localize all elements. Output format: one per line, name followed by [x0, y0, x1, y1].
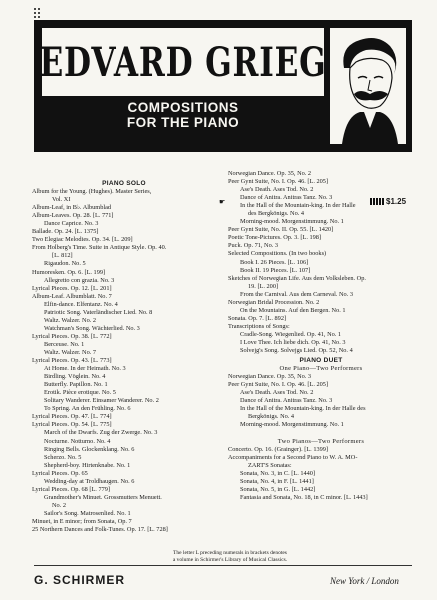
- publisher-city: New York / London: [330, 576, 399, 586]
- list-item: Lyrical Pieces. Op. 54. [L. 775]: [32, 421, 112, 429]
- list-item: Humoresken. Op. 6. [L. 199]: [32, 268, 106, 276]
- list-item: Wedding-day at Troldhaugen. No. 6: [44, 477, 135, 485]
- list-item: Peer Gynt Suite, No. II. Op. 55. [L. 1420]: [228, 226, 334, 234]
- list-item: Puck. Op. 71, No. 3: [228, 242, 279, 250]
- two-pianos-heading: Two Pianos—Two Performers: [277, 437, 365, 445]
- list-item: Lyrical Pieces. Op. 43. [L. 773]: [32, 357, 112, 365]
- list-item: Morning-mood. Morgenstimmung. No. 1: [240, 421, 344, 429]
- list-item: Sonata, No. 5, in G. [L. 1442]: [240, 485, 316, 493]
- list-item: Norwegian Dance. Op. 35, No. 2: [228, 170, 312, 177]
- list-item: Minuet, in E minor; from Sonata, Op. 7: [32, 517, 132, 525]
- list-item: Norwegian Bridal Procession. No. 2: [228, 298, 320, 306]
- list-item: Peer Gynt Suite, No. I. Op. 46. [L. 205]: [228, 178, 329, 186]
- list-item: Cradle-Song. Wiegenlied. Op. 41, No. 1: [240, 330, 342, 338]
- composer-title-box: [39, 28, 327, 96]
- arrow-pointer-icon: ☛: [219, 198, 226, 206]
- list-item: Grandmother's Minuet. Grossmutters Menuett.: [44, 493, 162, 501]
- list-item: From the Carnival. Aus dem Carneval. No. 3: [240, 290, 353, 298]
- list-item: Norwegian Dance. Op. 35, No. 3: [228, 373, 312, 381]
- note-line-2: a volume in Schirmer's Library of Musical Classics.: [172, 557, 288, 563]
- list-item: Patriotic Song. Vaterländischer Lied. No. 8: [44, 308, 153, 316]
- list-item: Elfin-dance. Elfentanz. No. 4: [44, 300, 118, 308]
- list-item: Accompaniments for a Second Piano to W. A. MO-: [228, 453, 358, 461]
- piano-solo-column: [32, 180, 216, 534]
- list-item: Rigaudon. No. 5: [44, 260, 86, 268]
- list-item: Ase's Death. Ases Tod. No. 2: [240, 389, 314, 397]
- list-item: Two Elegiac Melodies. Op. 34. [L. 209]: [32, 236, 133, 244]
- portrait-drawing: [330, 28, 406, 144]
- list-item: Sketches of Norwegian Life. Aus dem Volksleben. Op.: [228, 274, 366, 282]
- list-item: Ringing Bells. Glockenklang. No. 6: [44, 445, 135, 453]
- list-item: Book II. 19 Pieces. [L. 107]: [240, 266, 311, 274]
- list-item: From Holberg's Time. Suite in Antique Style. Op. 40.: [32, 244, 167, 252]
- piano-duet-subheading: One Piano—Two Performers: [279, 365, 363, 373]
- list-item: Lyrical Pieces. Op. 38. [L. 772]: [32, 332, 112, 340]
- list-item: Dance Caprice. No. 3: [44, 220, 99, 228]
- list-item: Transcriptions of Songs:: [228, 322, 290, 330]
- list-item: Fantasia and Sonata, No. 18, in C minor. [L. 1443]: [240, 493, 368, 501]
- composer-name: EDVARD GRIEG: [39, 38, 327, 86]
- library-note: [130, 550, 330, 564]
- list-item: Lyrical Pieces. Op. 65: [32, 469, 88, 477]
- list-item: Peer Gynt Suite, No. I. Op. 46. [L. 205]: [228, 381, 329, 389]
- list-item: Lyrical Pieces. Op. 47. [L. 774]: [32, 413, 112, 421]
- price-value: $1.25: [386, 197, 407, 206]
- list-item: Sonata. Op. 7. [L. 892]: [228, 314, 287, 322]
- list-item: Morning-mood. Morgenstimmung. No. 1: [240, 218, 344, 226]
- list-item: Shepherd-boy. Hirtenknabe. No. 1: [44, 461, 131, 469]
- list-item: Ase's Death. Ases Tod. No. 2: [240, 186, 314, 194]
- list-item: Waltz. Walzer. No. 7: [44, 348, 97, 356]
- list-item: Album-Leaf. Albumblatt. No. 7: [32, 292, 112, 300]
- footer-rule: [34, 565, 412, 566]
- list-item: In the Hall of the Mountain-king. In der Halle des: [240, 405, 366, 413]
- list-item: On the Mountains. Auf den Bergen. No. 1: [240, 306, 346, 314]
- list-item: Solitary Wanderer. Einsamer Wanderer. No. 2: [44, 397, 159, 405]
- list-item: Vol. XI: [52, 196, 71, 204]
- list-item: I Love Thee. Ich liebe dich. Op. 41, No. 3: [240, 338, 346, 346]
- list-item: Nocturne. Notturno. No. 4: [44, 437, 111, 445]
- list-item: Birdling. Vöglein. No. 4: [44, 373, 106, 381]
- list-item: Sonata, No. 3, in C. [L. 1440]: [240, 469, 316, 477]
- list-item: In the Hall of the Mountain-king. In der Halle: [240, 202, 356, 210]
- list-item: Scherzo. No. 5: [44, 453, 82, 461]
- list-item: Butterfly. Papillon. No. 1: [44, 381, 108, 389]
- right-column: [228, 170, 414, 502]
- list-item: Sailor's Song. Matrosenlied. No. 1: [44, 509, 131, 517]
- list-item: Book I. 26 Pieces. [L. 106]: [240, 258, 309, 266]
- title-banner: [34, 20, 412, 152]
- list-item: 19. [L. 200]: [248, 282, 279, 290]
- list-item: Erotik. Pièce erotique. No. 5: [44, 389, 116, 397]
- note-line-1: The letter L preceding numerals in brackets denotes: [173, 550, 287, 556]
- collection-subtitle: [42, 100, 324, 130]
- list-item: Ballade. Op. 24. [L. 1375]: [32, 228, 99, 236]
- list-item: March of the Dwarfs. Zug der Zwerge. No. 3: [44, 429, 158, 437]
- corner-dots: [34, 8, 44, 20]
- list-item: Album for the Young. (Hughes). Master Series,: [32, 188, 152, 196]
- list-item: Solvejg's Song. Solvejgs Lied. Op. 52, No. 4: [240, 347, 353, 355]
- list-item: Watchman's Song. Wächterlied. No. 3: [44, 324, 140, 332]
- piano-solo-heading: PIANO SOLO: [102, 180, 146, 187]
- list-item: Sonata, No. 4, in F. [L. 1441]: [240, 477, 314, 485]
- list-item: Bergkönigs. No. 4: [248, 413, 295, 421]
- list-item: No. 2: [52, 501, 66, 509]
- list-item: To Spring. An den Frühling. No. 6: [44, 405, 131, 413]
- list-item: Waltz. Walzer. No. 2: [44, 316, 97, 324]
- composer-portrait: [330, 28, 406, 144]
- list-item: Concerto. Op. 16. (Grainger). [L. 1399]: [228, 445, 329, 453]
- list-item: Album-Leaf, in B♭. Albumblad: [32, 204, 112, 212]
- list-item: Dance of Anitra. Anitras Tanz. No. 3: [240, 397, 333, 405]
- piano-solo-list: [32, 188, 216, 534]
- list-item: Dance of Anitra. Anitras Tanz. No. 3: [240, 194, 333, 202]
- two-pianos-list: [228, 446, 414, 502]
- list-item: Berceuse. No. 1: [44, 340, 85, 348]
- list-item: Album-Leaves. Op. 28. [L. 771]: [32, 212, 114, 220]
- piano-duet-list: [228, 373, 414, 429]
- right-list: [228, 170, 414, 355]
- list-item: des Bergkönigs. No. 4: [248, 210, 305, 218]
- list-item: 25 Northern Dances and Folk-Tunes. Op. 17. [L. 728]: [32, 526, 168, 534]
- list-item: [L. 812]: [52, 252, 73, 260]
- list-item: Allegretto con grazia. No. 3: [44, 276, 115, 284]
- list-item: ZART'S Sonatas:: [248, 461, 292, 469]
- list-item: Selected Compositions. (In two books): [228, 250, 327, 258]
- list-item: Lyrical Pieces. Op. 68 [L. 779]: [32, 485, 110, 493]
- publisher-name: G. SCHIRMER: [34, 573, 126, 587]
- list-item: Lyrical Pieces. Op. 12. [L. 201]: [32, 284, 112, 292]
- piano-duet-heading: PIANO DUET: [299, 357, 343, 365]
- list-item: At Home. In der Heimath. No. 3: [44, 365, 126, 373]
- list-item: Poetic Tone-Pictures. Op. 3. [L. 198]: [228, 234, 322, 242]
- subtitle-line-2: FOR THE PIANO: [126, 115, 240, 130]
- subtitle-line-1: COMPOSITIONS: [127, 100, 239, 115]
